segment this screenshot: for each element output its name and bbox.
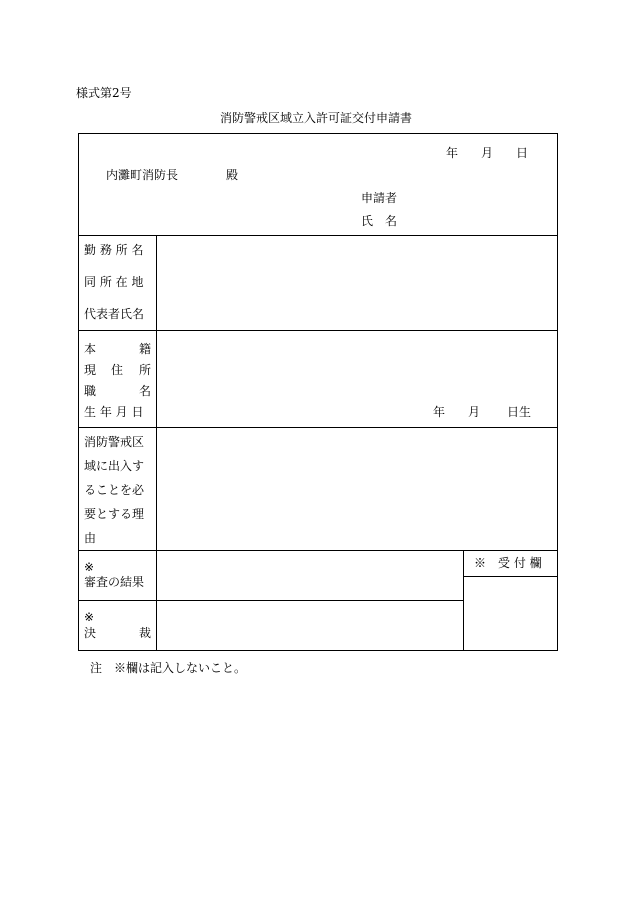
domicile-label-2: 籍 bbox=[139, 342, 152, 356]
representative-label: 代表者氏名 bbox=[84, 307, 145, 321]
birthdate-label: 生 年 月 日 bbox=[84, 405, 144, 419]
job-label-1: 職 bbox=[84, 384, 97, 398]
review-label: 審査の結果 bbox=[84, 575, 145, 589]
reception-label: ※ 受 付 欄 bbox=[474, 556, 542, 570]
decision-label-1: 決 bbox=[84, 626, 97, 640]
reason-line-4: 要とする理 bbox=[84, 507, 145, 521]
reason-line-1: 消防警戒区 bbox=[84, 435, 145, 449]
date-year-label: 年 bbox=[446, 146, 459, 160]
domicile-label-1: 本 bbox=[84, 342, 97, 356]
honorific: 殿 bbox=[226, 168, 239, 182]
form-number: 様式第2号 bbox=[76, 86, 132, 100]
office-location-label: 同 所 在 地 bbox=[84, 275, 144, 289]
applicant-name-label: 氏 名 bbox=[361, 214, 398, 228]
job-label-2: 名 bbox=[139, 384, 152, 398]
address-label-3: 所 bbox=[139, 363, 152, 377]
applicant-label: 申請者 bbox=[361, 191, 398, 205]
footnote: 注 ※欄は記入しないこと。 bbox=[90, 661, 247, 675]
birth-day-label: 日生 bbox=[507, 405, 532, 419]
decision-mark: ※ bbox=[84, 610, 95, 624]
birth-month-label: 月 bbox=[468, 405, 481, 419]
reason-line-3: ることを必 bbox=[84, 483, 145, 497]
decision-label-2: 裁 bbox=[139, 626, 152, 640]
birth-year-label: 年 bbox=[433, 405, 446, 419]
address-label-2: 住 bbox=[111, 363, 124, 377]
date-month-label: 月 bbox=[481, 146, 494, 160]
form-title: 消防警戒区域立入許可証交付申請書 bbox=[220, 111, 413, 125]
address-label-1: 現 bbox=[84, 363, 97, 377]
reason-line-2: 域に出入す bbox=[84, 459, 145, 473]
office-name-label: 勤 務 所 名 bbox=[84, 243, 144, 257]
date-day-label: 日 bbox=[516, 146, 529, 160]
reason-line-5: 由 bbox=[84, 531, 97, 545]
addressee: 内灘町消防長 bbox=[106, 168, 179, 182]
review-mark: ※ bbox=[84, 560, 95, 574]
